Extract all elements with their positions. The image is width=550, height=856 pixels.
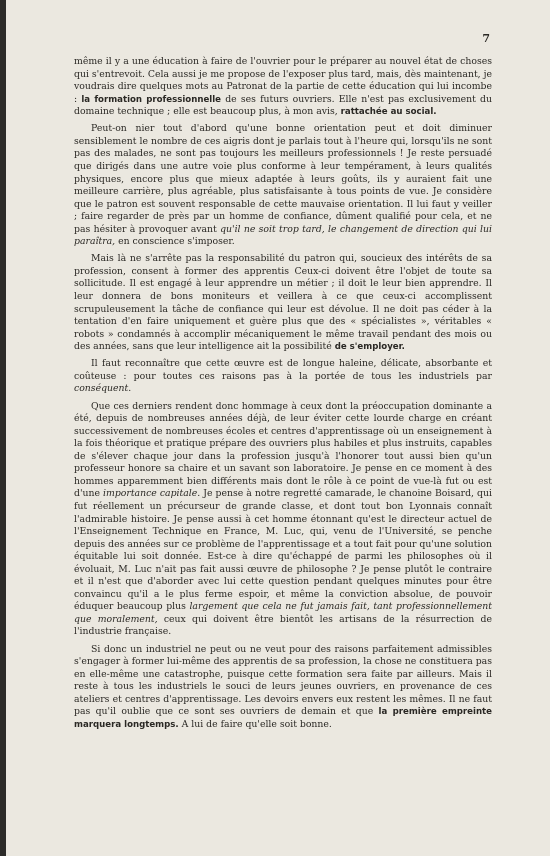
paragraph-4-text: Il faut reconnaître que cette œuvre est de longue haleine, délicate, absorbante et coûteuse : pour toutes ces raisons pas à la portée de tous les industriels par bbox=[74, 358, 492, 382]
emphasis-premiere-empreinte: la première empreinte marquera longtemps. bbox=[74, 707, 492, 730]
paragraph-1 bbox=[74, 56, 492, 119]
paragraph-2 bbox=[74, 123, 492, 248]
italic-importance-capitale: importance capitale. bbox=[103, 488, 201, 500]
italic-changement-direction: qu'il ne soit trop tard, le changement de direction qui lui paraîtra, bbox=[74, 223, 492, 248]
page-number: 7 bbox=[482, 32, 490, 45]
paragraph-2-text: Peut-on nier tout d'abord qu'une bonne orientation peut et doit diminuer sensiblement le nombre de ces aigris dont je parlais tout à l'heure qui, lorsqu'ils ne sont pas des malades, ne sont pas toujours les meilleurs professionnels ! Je reste persuadé que dirigés dans une autre voie plus conforme à leur tempérament, à leurs qualités physiques, encore plus que mieux adaptée à leurs goûts, ils y auraient fait une meilleure carrière, plus agréable, plus satisfaisante à tous points de vue. Je considère que le patron est souvent responsable de cette mauvaise orientation. Il lui faut y veiller ; faire regarder de près par un homme de confiance, dûment qualifié pour cela, et ne pas hésiter à provoquer avant bbox=[74, 123, 492, 235]
italic-consequent: conséquent. bbox=[74, 383, 132, 395]
paragraph-5-text: Que ces derniers rendent donc hommage à ceux dont la préoccupation dominante a été, depuis de nombreuses années déjà, de leur éviter cette lourde charge en créant successivement de nombreuses écoles et centres d'apprentissage où un enseignement à la fois théorique et pratique prépare des ouvriers plus habiles et plus instruits, capables de s'élever chaque jour dans la profession jusqu'à l'honorer tout aussi bien qu'un professeur honore sa chaire et un savant son laboratoire. Je pense en ce moment à des hommes apparemment bien différents mais dont le rôle à ce point de vue-là fut ou est d'une bbox=[74, 400, 492, 500]
paragraph-1-text: même il y a une éducation à faire de l'ouvrier pour le préparer au nouvel état de choses qui s'entrevoit. Cela aussi je me propose de l'exposer plus tard, mais, dès maintenant, je voudrais dire quelques mots au Patronat de la partie de cette éducation qui lui incombe : bbox=[74, 56, 492, 105]
italic-largement: largement que cela ne fut jamais fait, tant professionnellement que moralement, bbox=[74, 601, 492, 625]
emphasis-rattachee-au-social: rattachée au social. bbox=[340, 107, 437, 118]
paragraph-5-text-end: ceux qui doivent être bientôt les artisans de la résurrection de l'industrie française. bbox=[74, 613, 492, 638]
paragraph-3 bbox=[74, 253, 492, 353]
paragraph-6-text-end: A lui de faire qu'elle soit bonne. bbox=[178, 718, 332, 730]
body-text bbox=[74, 56, 492, 736]
paragraph-1-text-cont: de ses futurs ouvriers. Elle n'est pas exclusivement du domaine technique ; elle est beaucoup plus, à mon avis, bbox=[74, 93, 492, 118]
paragraph-3-text: Mais là ne s'arrête pas la responsabilité du patron qui, soucieux des intérêts de sa profession, consent à former des apprentis Ceux-ci doivent être l'objet de toute sa sollicitude. Il est engagé à leur apprendre un métier ; il doit le leur bien apprendre. Il leur donnera de bons moniteurs et veillera à ce que ceux-ci accomplissent scrupuleusement la tâche de confiance qui leur est dévolue. Il ne doit pas céder à la tentation d'en faire uniquement et guère plus que des « spécialistes », véritables « robots » condamnés à accomplir mécaniquement le même travail pendant des mois ou des années, sans que leur intelligence ait la possibilité bbox=[74, 253, 492, 353]
emphasis-formation-professionnelle: la formation professionnelle bbox=[81, 94, 221, 105]
paragraph-6 bbox=[74, 644, 492, 732]
emphasis-de-s-employer: de s'employer. bbox=[334, 342, 405, 353]
paragraph-4 bbox=[74, 358, 492, 396]
paragraph-5-text-cont: Je pense à notre regretté camarade, le chanoine Boisard, qui fut réellement un précurseur de grande classe, et dont tout bon Lyonnais connaît l'admirable histoire. Je pense aussi à cet homme étonnant qu'est le directeur actuel de l'Enseignement Technique en France, M. Luc, qui, venu de l'Université, se penche depuis des années sur ce problème de l'apprentissage et a tout fait pour qu'une solution équitable lui soit donnée. Est-ce à dire qu'échappé de parmi les philosophes où il évoluait, M. Luc n'ait pas fait aussi œuvre de philosophe ? Je pense plutôt le contraire et il n'est que d'aborder avec lui cette question pendant quelques minutes pour être convaincu qu'il a le plus ferme espoir, et même la conviction absolue, de pouvoir éduquer beaucoup plus bbox=[74, 488, 492, 613]
paragraph-6-text: Si donc un industriel ne peut ou ne veut pour des raisons parfaitement admissibles s'engager à former lui-même des apprentis de sa profession, la chose ne constituera pas en elle-même une catastrophe, puisque cette formation sera faite par ailleurs. Mais il reste à tous les industriels le souci de leurs jeunes ouvriers, en provenance de ces ateliers et centres d'apprentissage. Les devoirs envers eux restent les mêmes. Il ne faut pas qu'il oublie que ce sont ses ouvriers de demain et que bbox=[74, 643, 492, 718]
paragraph-5 bbox=[74, 401, 492, 639]
paragraph-2-text-end: en conscience s'imposer. bbox=[115, 236, 235, 248]
